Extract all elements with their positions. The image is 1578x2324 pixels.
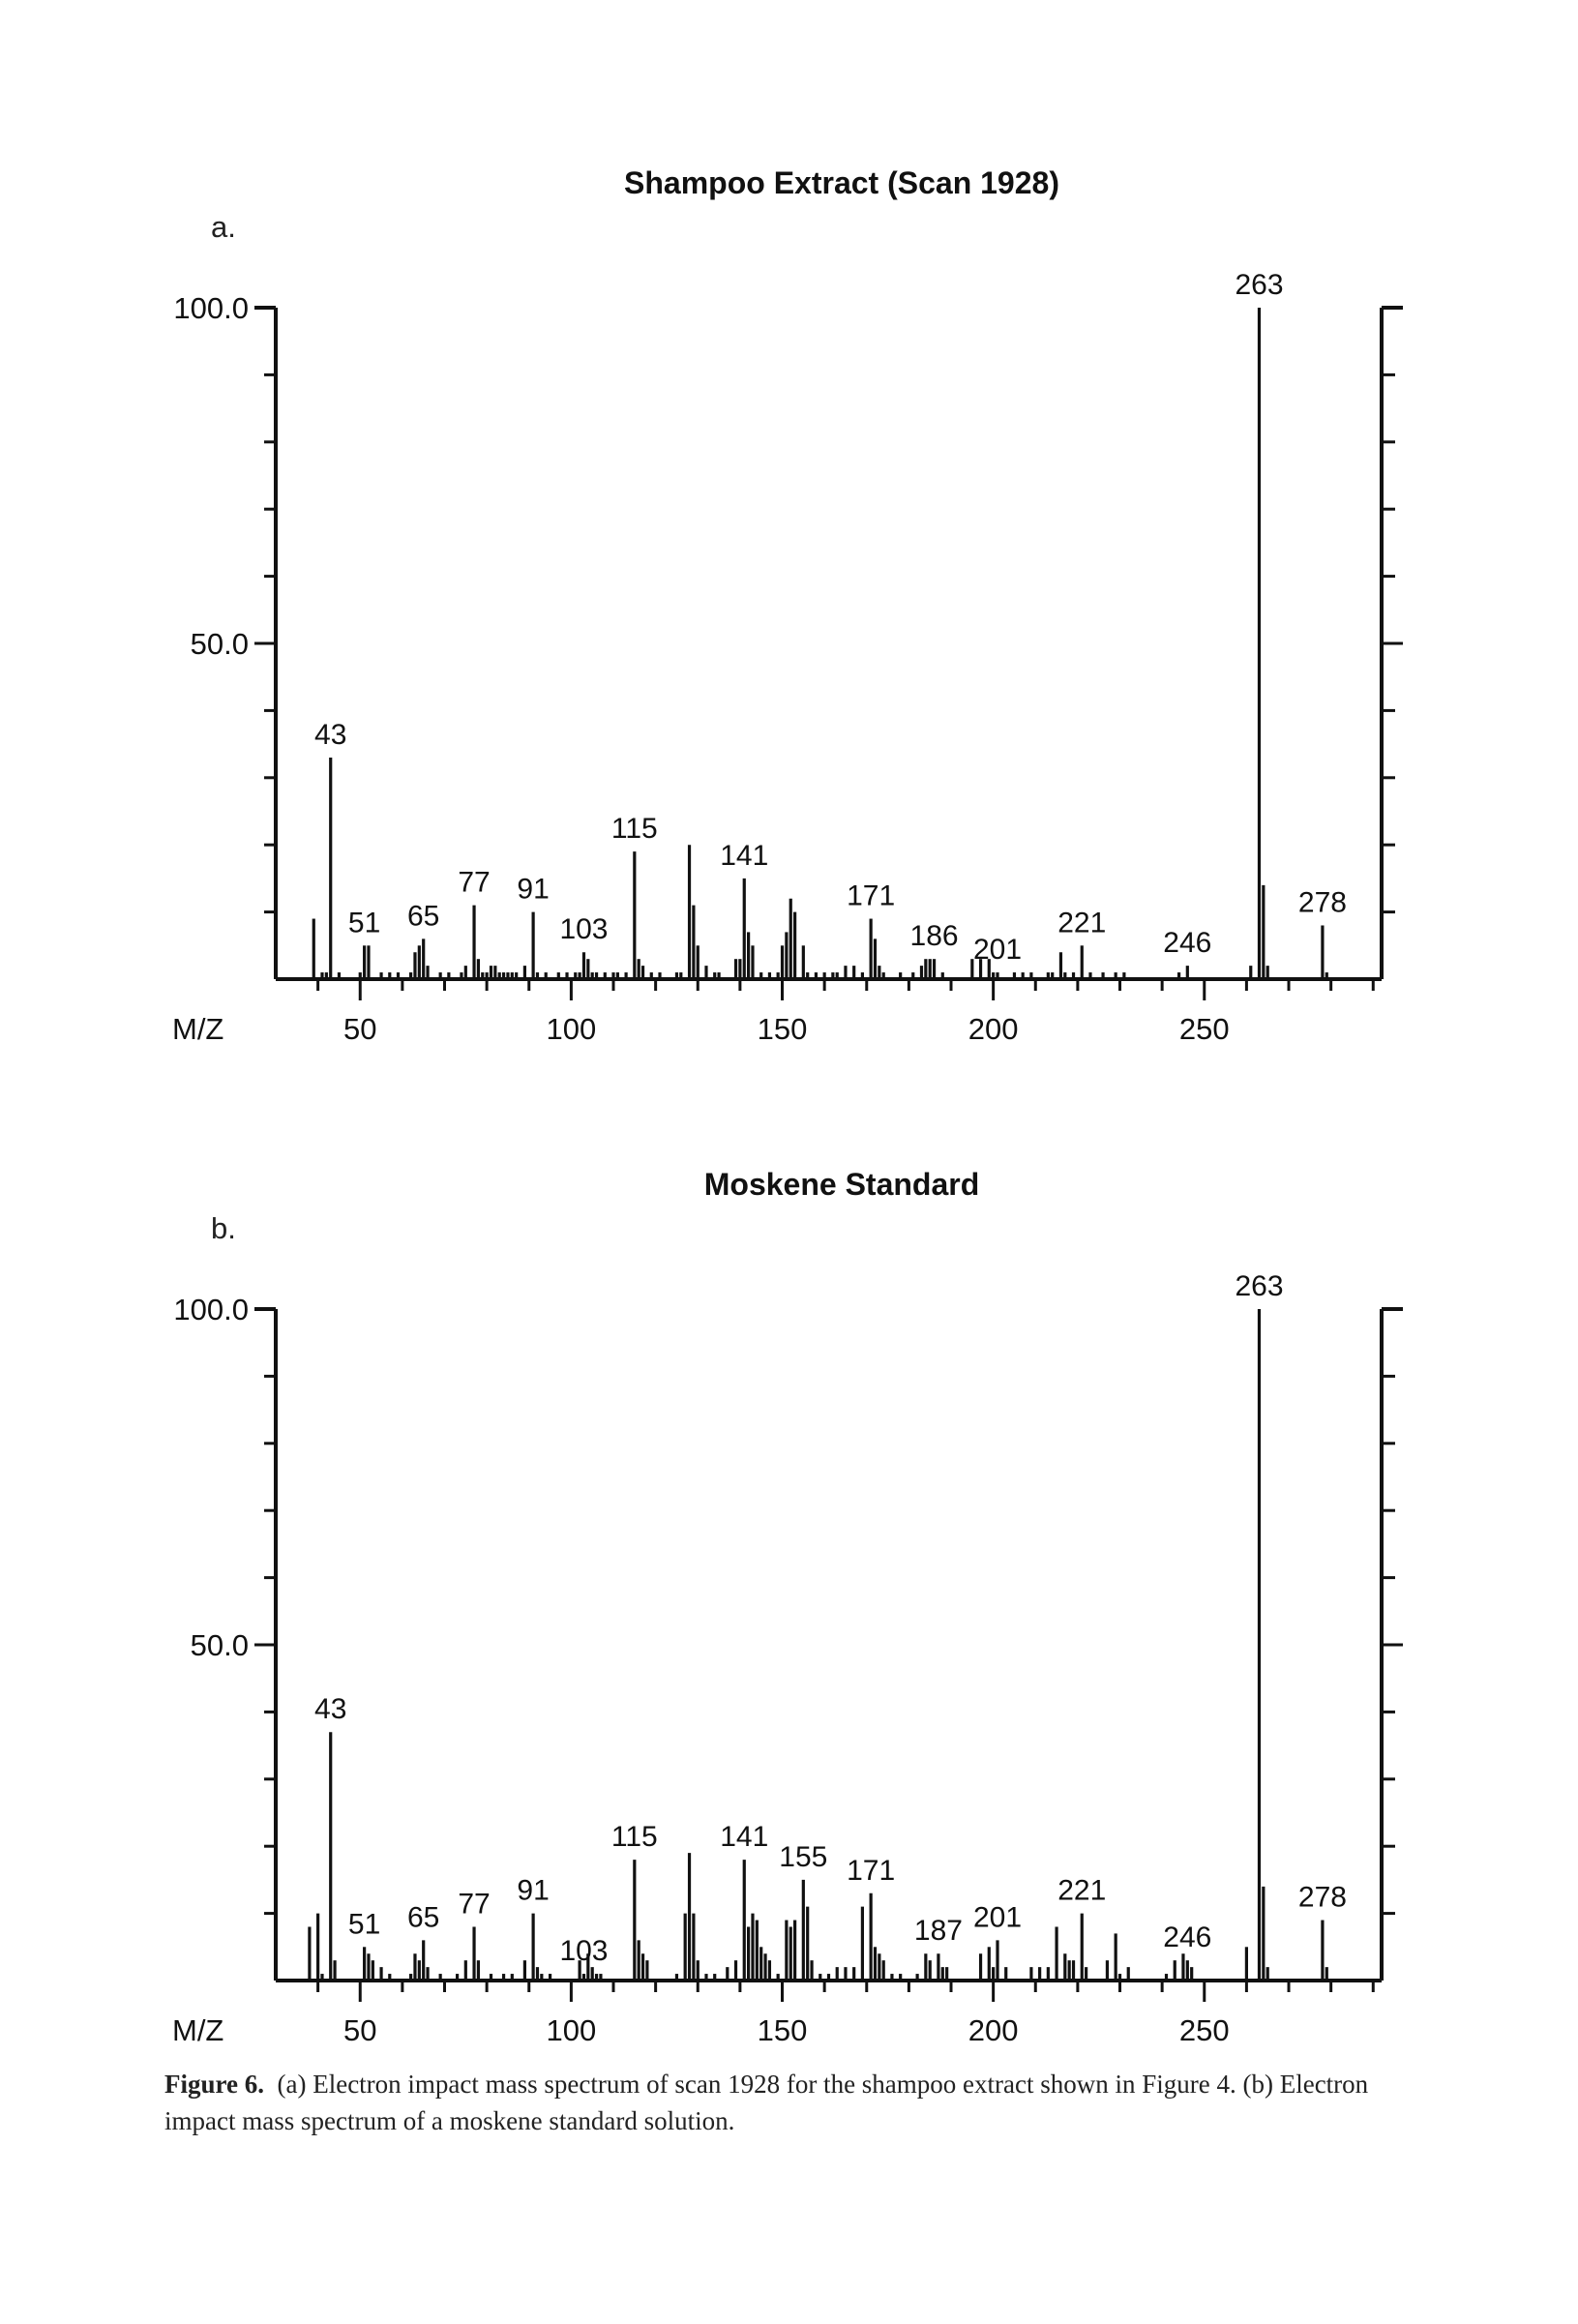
spectrum-chart-a [0, 0, 1578, 1046]
chart-a-peak-label-201: 201 [972, 934, 1023, 967]
chart-a-panel-letter: a. [211, 210, 236, 244]
chart-b-peak-label-187: 187 [913, 1915, 963, 1948]
chart-a-peak-label-65: 65 [407, 900, 440, 933]
chart-a-peak-label-221: 221 [1057, 907, 1107, 939]
chart-b-peak-label-141: 141 [720, 1821, 769, 1854]
chart-a-x-axis-label: M/Z [172, 1012, 224, 1046]
chart-a-peak-label-115: 115 [610, 813, 658, 846]
chart-b-x-tick-label: 50 [343, 2013, 377, 2047]
chart-b-peak-label-278: 278 [1297, 1881, 1347, 1914]
chart-b-title: Moskene Standard [703, 1167, 980, 1202]
chart-a-peak-label-171: 171 [847, 879, 896, 912]
chart-b-x-tick-label: 150 [757, 2013, 808, 2047]
chart-a-peak-label-103: 103 [559, 913, 609, 946]
chart-a-x-tick-label: 250 [1178, 1012, 1230, 1046]
chart-a-x-tick-label: 200 [968, 1012, 1019, 1046]
chart-a-x-tick-label: 150 [757, 1012, 808, 1046]
chart-b-peak-label-65: 65 [407, 1901, 440, 1934]
chart-a-peak-label-77: 77 [458, 866, 491, 899]
spectrum-panel-a [0, 0, 1578, 1046]
chart-b-peak-label-91: 91 [517, 1874, 550, 1907]
figure-label: Figure 6. [164, 2070, 264, 2099]
chart-a-peak-label-186: 186 [909, 920, 959, 953]
spectrum-panel-b [0, 1001, 1578, 2047]
chart-a-peak-label-43: 43 [314, 718, 347, 751]
chart-b-peak-label-77: 77 [458, 1888, 491, 1921]
chart-b-x-axis-label: M/Z [172, 2013, 224, 2047]
chart-a-peak-label-141: 141 [720, 839, 769, 872]
chart-a-peak-label-51: 51 [347, 907, 381, 939]
chart-a-peak-label-278: 278 [1297, 886, 1347, 919]
chart-b-peak-label-171: 171 [847, 1854, 896, 1887]
chart-a-peak-label-91: 91 [517, 873, 550, 906]
caption-text: (a) Electron impact mass spectrum of scan 1928 for the shampoo extract shown in Figure 4. (b) Electron impact mass spectrum of a moskene standard solution. [164, 2070, 1369, 2135]
chart-b-y-tick-label: 50.0 [190, 1628, 249, 1662]
chart-b-panel-letter: b. [211, 1211, 236, 1245]
chart-a-y-tick-label: 100.0 [173, 291, 249, 325]
chart-b-peak-label-221: 221 [1057, 1874, 1107, 1907]
chart-a-peak-label-246: 246 [1163, 927, 1212, 960]
chart-b-peak-label-103: 103 [559, 1935, 609, 1968]
chart-a-y-tick-label: 50.0 [190, 627, 249, 661]
chart-b-peak-label-201: 201 [972, 1901, 1023, 1934]
chart-b-y-tick-label: 100.0 [173, 1293, 249, 1326]
chart-b-peak-label-115: 115 [610, 1821, 658, 1854]
chart-b-peak-label-51: 51 [347, 1908, 381, 1941]
chart-a-x-tick-label: 100 [546, 1012, 597, 1046]
chart-b-peak-label-155: 155 [779, 1840, 828, 1873]
chart-a-x-tick-label: 50 [343, 1012, 377, 1046]
figure-caption [164, 2066, 1422, 2139]
chart-b-x-tick-label: 200 [968, 2013, 1019, 2047]
chart-b-peak-label-263: 263 [1235, 1270, 1284, 1302]
chart-b-peak-label-43: 43 [314, 1693, 347, 1726]
chart-b-peak-label-246: 246 [1163, 1922, 1212, 1954]
chart-b-x-tick-label: 250 [1178, 2013, 1230, 2047]
chart-a-peak-label-263: 263 [1235, 269, 1284, 301]
chart-a-title: Shampoo Extract (Scan 1928) [624, 165, 1059, 200]
spectrum-chart-b [0, 1001, 1578, 2047]
chart-b-x-tick-label: 100 [546, 2013, 597, 2047]
